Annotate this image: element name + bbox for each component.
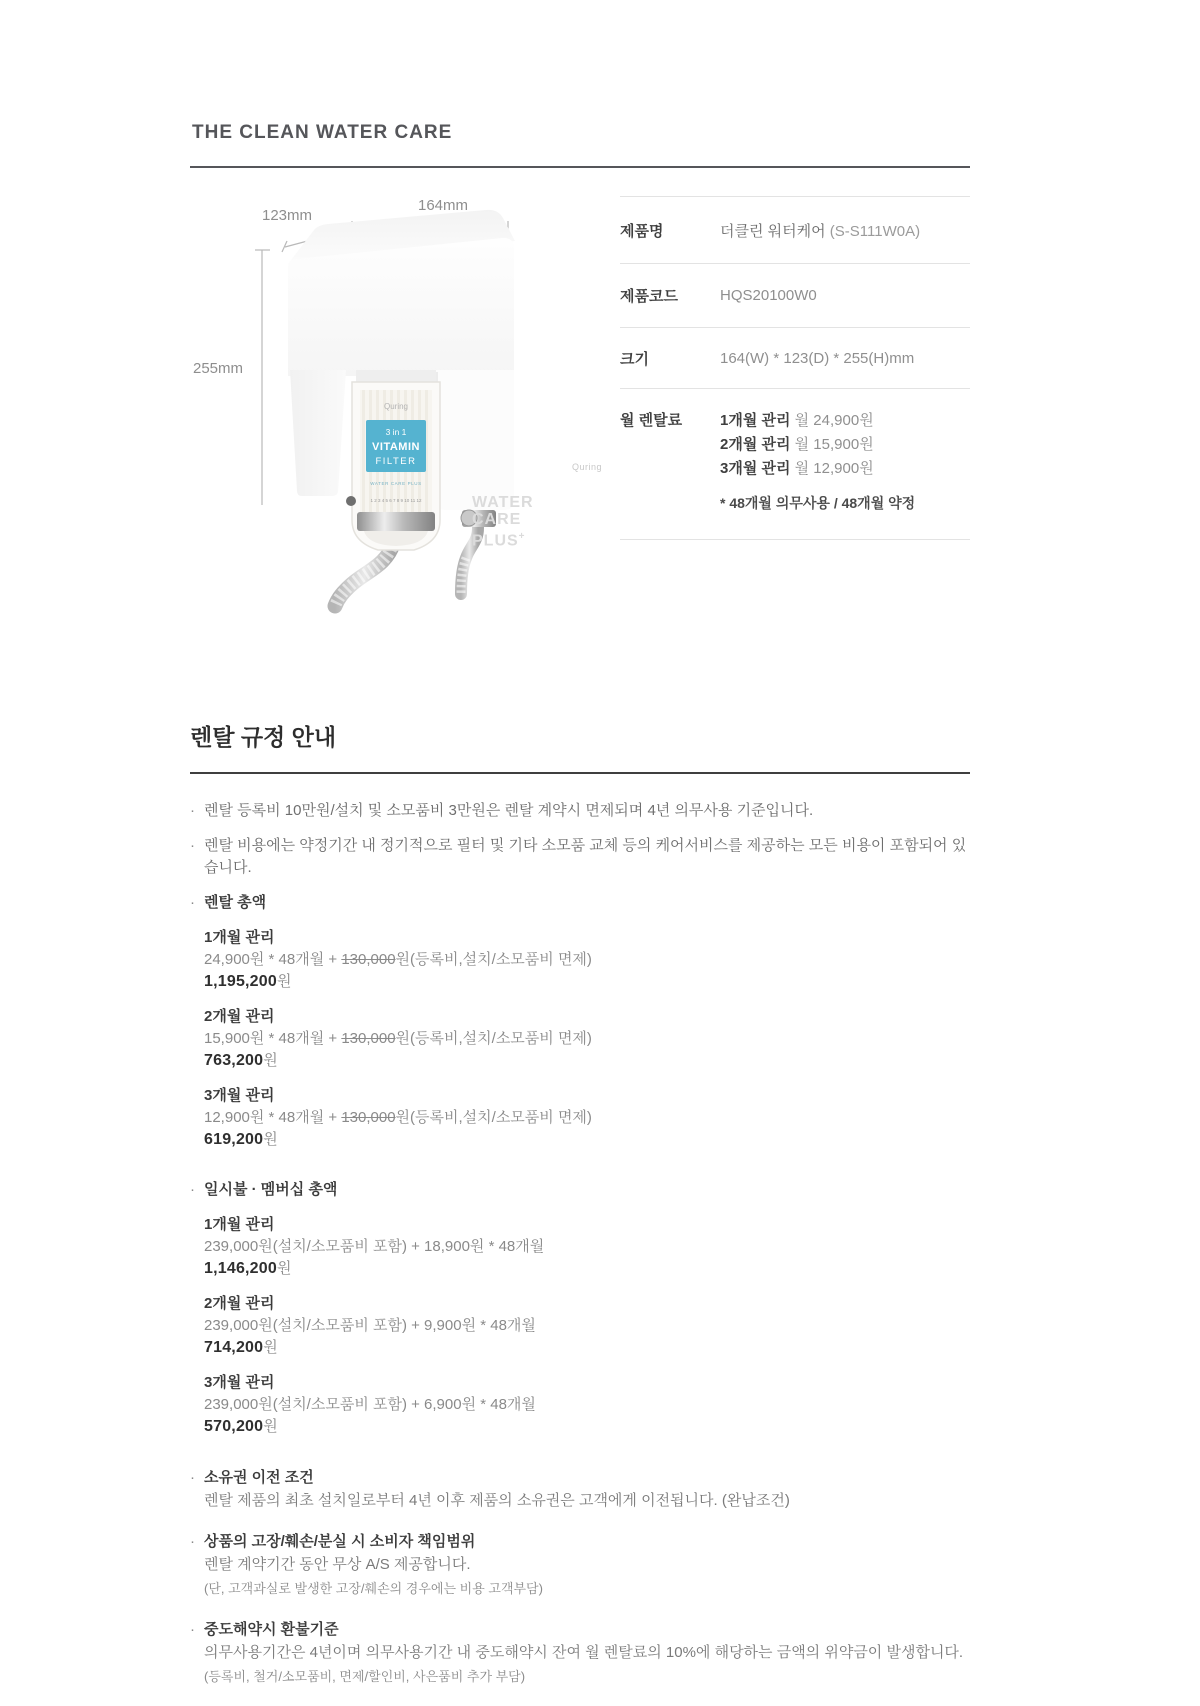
lumpsum-plan-1: 1개월 관리 239,000원(설치/소모품비 포함) + 18,900원 * 48개월 1,146,200원 <box>204 1216 545 1277</box>
strikethrough-price: 130,000 <box>341 1030 396 1047</box>
rental-fee-line: 3개월 관리 월 12,900원 <box>720 460 874 477</box>
rule-lumpsum-total <box>190 1179 970 1438</box>
quring-logo: Quring <box>572 462 603 472</box>
rule-included-costs: · 렌탈 비용에는 약정기간 내 정기적으로 필터 및 기타 소모품 교체 등의 케어서비스를 제공하는 모든 비용이 포함되어 있습니다. <box>190 835 970 879</box>
rental-total-title: 렌탈 총액 <box>204 894 267 911</box>
quring-logo-filter: Quring <box>383 402 409 411</box>
svg-text:VITAMIN: VITAMIN <box>372 441 420 453</box>
bullet-icon: · <box>190 1533 195 1550</box>
rental-rules-section <box>190 722 970 1706</box>
product-name-value: 더클린 워터케어 <box>720 222 826 240</box>
spec-row-size: 크기 164(W) * 123(D) * 255(H)mm <box>620 327 970 388</box>
lumpsum-total-title: 일시불 · 멤버십 총액 <box>204 1181 338 1198</box>
filter-cartridge <box>346 370 440 550</box>
rental-total-plan-3: 3개월 관리 12,900원 * 48개월 + 130,000원(등록비,설치/소모품비 면제) 619,200원 <box>204 1087 592 1148</box>
svg-text:WATER CARE PLUS: WATER CARE PLUS <box>370 481 422 486</box>
product-size-value: 164(W) * 123(D) * 255(H)mm <box>720 349 915 367</box>
rental-contract-note: * 48개월 의무사용 / 48개월 약정 <box>720 495 916 511</box>
svg-text:1 2 3 4 5 6 7 8 9 10 11 12: 1 2 3 4 5 6 7 8 9 10 11 12 <box>370 498 422 503</box>
lumpsum-plan-3: 3개월 관리 239,000원(설치/소모품비 포함) + 6,900원 * 48개월 570,200원 <box>204 1374 536 1435</box>
svg-text:FILTER: FILTER <box>375 456 417 467</box>
rule-registration-fee: · 렌탈 등록비 10만원/설치 및 소모품비 3만원은 렌탈 계약시 면제되며 4년 의무사용 기준입니다. <box>190 800 970 822</box>
device-label: WATER CARE PLUS+ <box>472 494 534 550</box>
device-left-panel <box>290 370 346 496</box>
filter-knob <box>346 496 356 506</box>
product-figure <box>180 190 603 600</box>
header-divider <box>190 166 970 168</box>
device-body <box>288 238 514 376</box>
rule-liability: · 상품의 고장/훼손/분실 시 소비자 책임범위 렌탈 계약기간 동안 무상 A/S 제공합니다. (단, 고객과실로 발생한 고장/훼손의 경우에는 비용 고객부담) <box>190 1530 970 1600</box>
spec-row-rental-fee: 월 렌탈료 1개월 관리 월 24,900원 2개월 관리 월 15,900원 3개월 관리 월 12,900원 * 48개월 의무사용 / 48개월 약정 <box>620 388 970 540</box>
bullet-icon: · <box>190 1181 195 1198</box>
rule-refund: · 중도해약시 환불기준 의무사용기간은 4년이며 의무사용기간 내 중도해약시 잔여 월 렌탈료의 10%에 해당하는 금액의 위약금이 발생합니다. (등록비, 철거/소모품비, 면제/할인비, 사은품비 추가 부담) <box>190 1618 970 1688</box>
rental-fee-line: 1개월 관리 월 24,900원 <box>720 412 874 429</box>
chrome-band <box>357 512 435 531</box>
rule-ownership: · 소유권 이전 조건 렌탈 제품의 최초 설치일로부터 4년 이후 제품의 소유권은 고객에게 이전됩니다. (완납조건) <box>190 1466 970 1512</box>
strikethrough-price: 130,000 <box>341 951 396 968</box>
strikethrough-price: 130,000 <box>341 1109 396 1126</box>
rental-total-plan-2: 2개월 관리 15,900원 * 48개월 + 130,000원(등록비,설치/소모품비 면제) 763,200원 <box>204 1008 592 1069</box>
bullet-icon: · <box>190 894 195 911</box>
dimension-depth-label: 123mm <box>262 207 313 224</box>
rental-fee-line: 2개월 관리 월 15,900원 <box>720 436 874 453</box>
product-code-value: HQS20100W0 <box>720 287 817 304</box>
bullet-icon: · <box>190 837 195 854</box>
bullet-icon: · <box>190 1469 195 1486</box>
rental-total-plan-1: 1개월 관리 24,900원 * 48개월 + 130,000원(등록비,설치/소모품비 면제) 1,195,200원 <box>204 929 592 990</box>
svg-text:3 in 1: 3 in 1 <box>385 427 407 437</box>
bullet-icon: · <box>190 1621 195 1638</box>
section-title: 렌탈 규정 안내 <box>190 724 337 750</box>
product-model-code: (S-S111W0A) <box>829 222 921 240</box>
page-title: THE CLEAN WATER CARE <box>192 122 453 143</box>
device-right-panel <box>436 370 514 510</box>
lumpsum-plan-2: 2개월 관리 239,000원(설치/소모품비 포함) + 9,900원 * 48개월 714,200원 <box>204 1295 536 1356</box>
rule-rental-total <box>190 892 970 1151</box>
bullet-icon: · <box>190 802 195 819</box>
dimension-width-label: 164mm <box>418 197 469 214</box>
dimension-height-label: 255mm <box>193 360 244 377</box>
spec-row-product-name: 제품명 더클린 워터케어 (S-S111W0A) <box>620 196 970 263</box>
spec-row-product-code: 제품코드 HQS20100W0 <box>620 263 970 327</box>
product-illustration <box>180 190 603 600</box>
section-divider <box>190 772 970 774</box>
spec-table <box>620 196 970 540</box>
